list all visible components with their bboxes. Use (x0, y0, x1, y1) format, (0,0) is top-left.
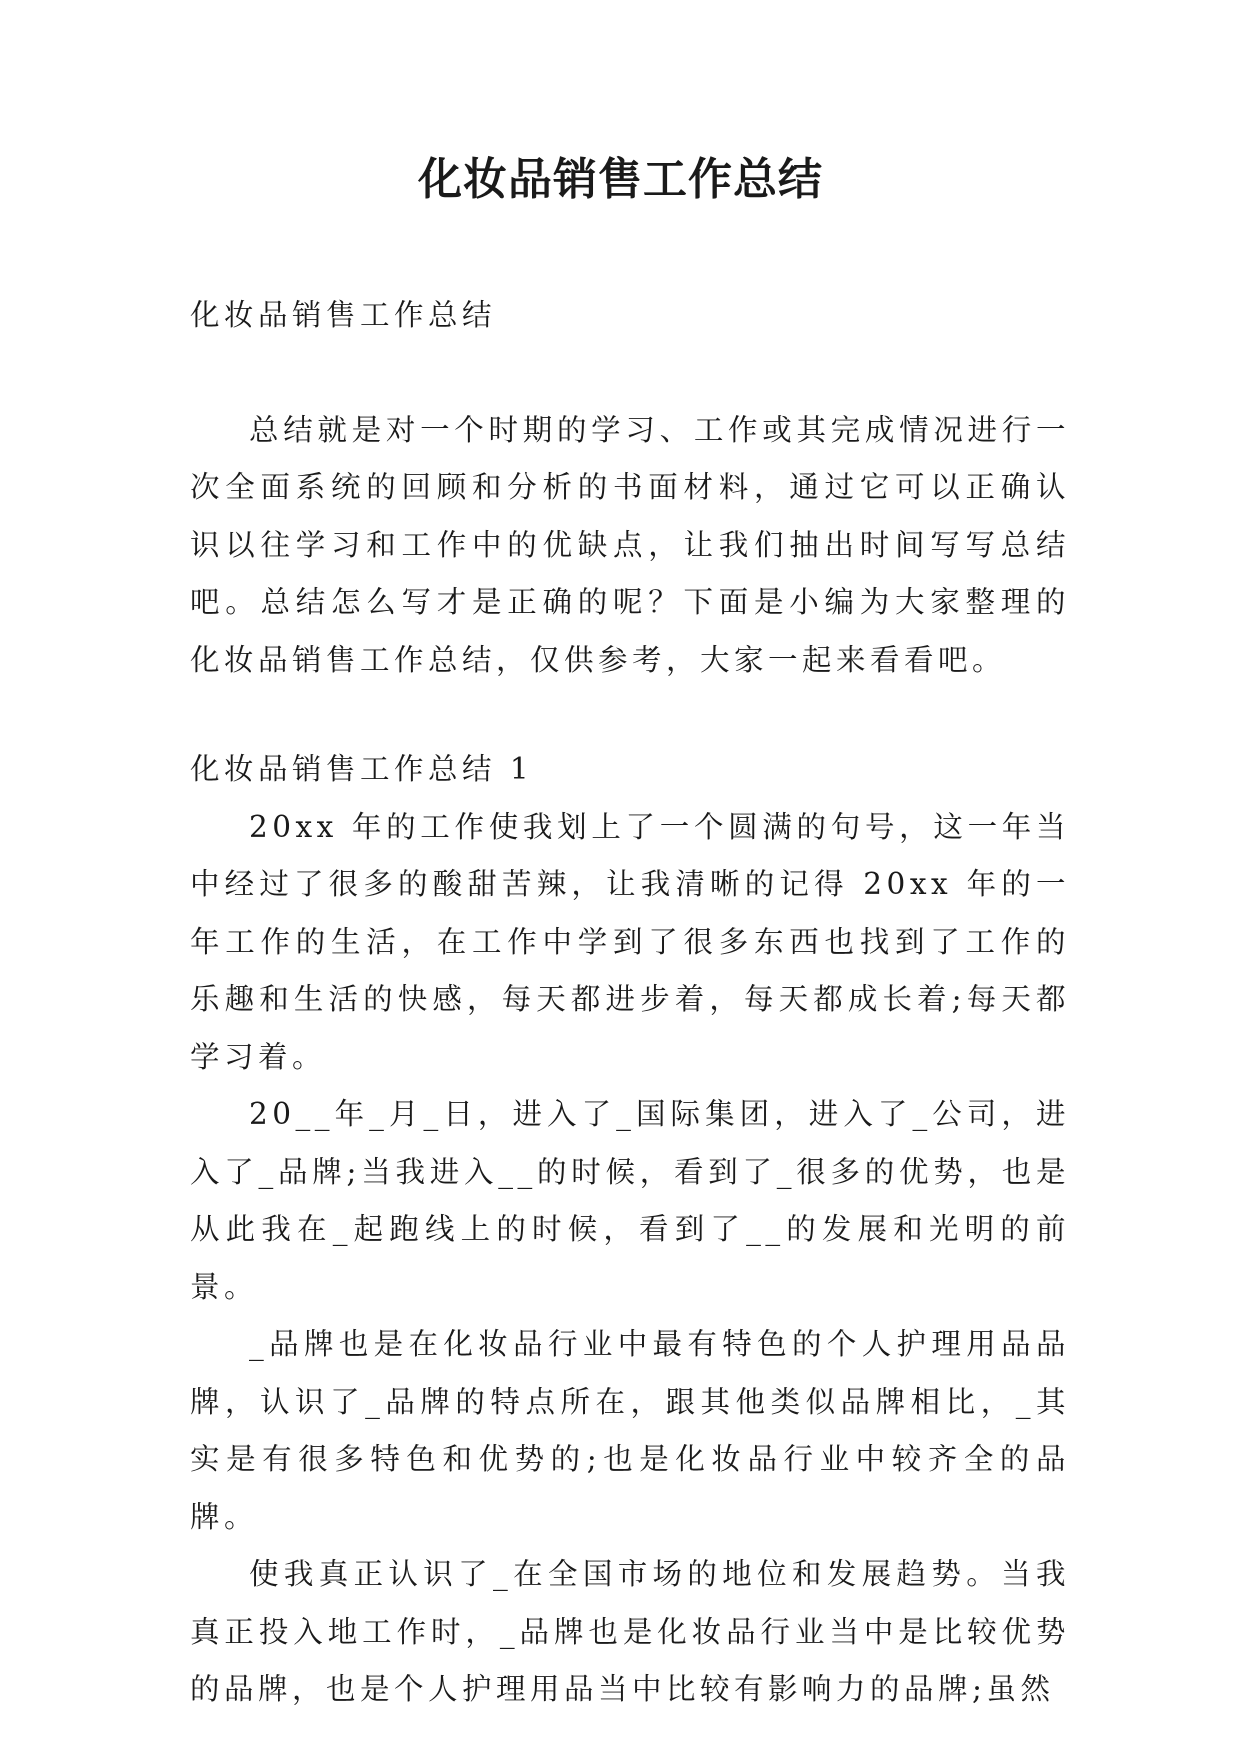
spacer (190, 345, 1070, 402)
spacer (190, 689, 1070, 741)
section-heading: 化妆品销售工作总结 1 (190, 752, 534, 786)
body-paragraph: 20__年_月_日，进入了_国际集团，进入了_公司，进入了_品牌;当我进入__的时候，看到了_很多的优势，也是从此我在_起跑线上的时候，看到了__的发展和光明的前景。 (190, 1097, 1070, 1304)
body-paragraph: 20xx 年的工作使我划上了一个圆满的句号，这一年当中经过了很多的酸甜苦辣，让我清晰的记得 20xx 年的一年工作的生活，在工作中学到了很多东西也找到了工作的乐趣和生活的快感，每天都进步着，每天都成长着;每天都学习着。 (190, 809, 1070, 1074)
document-subtitle: 化妆品销售工作总结 (190, 298, 497, 332)
intro-paragraph: 总结就是对一个时期的学习、工作或其完成情况进行一次全面系统的回顾和分析的书面材料，通过它可以正确认识以往学习和工作中的优缺点，让我们抽出时间写写总结吧。总结怎么写才是正确的呢？下面是小编为大家整理的化妆品销售工作总结，仅供参考，大家一起来看看吧。 (190, 412, 1070, 677)
document-title: 化妆品销售工作总结 (418, 154, 823, 205)
body-paragraph: _品牌也是在化妆品行业中最有特色的个人护理用品品牌，认识了_品牌的特点所在，跟其他类似品牌相比，_其实是有很多特色和优势的;也是化妆品行业中较齐全的品牌。 (190, 1327, 1070, 1534)
document-body (190, 287, 1070, 1719)
body-paragraph: 使我真正认识了_在全国市场的地位和发展趋势。当我真正投入地工作时，_品牌也是化妆品行业当中是比较优势的品牌，也是个人护理用品当中比较有影响力的品牌;虽然 (190, 1557, 1070, 1706)
